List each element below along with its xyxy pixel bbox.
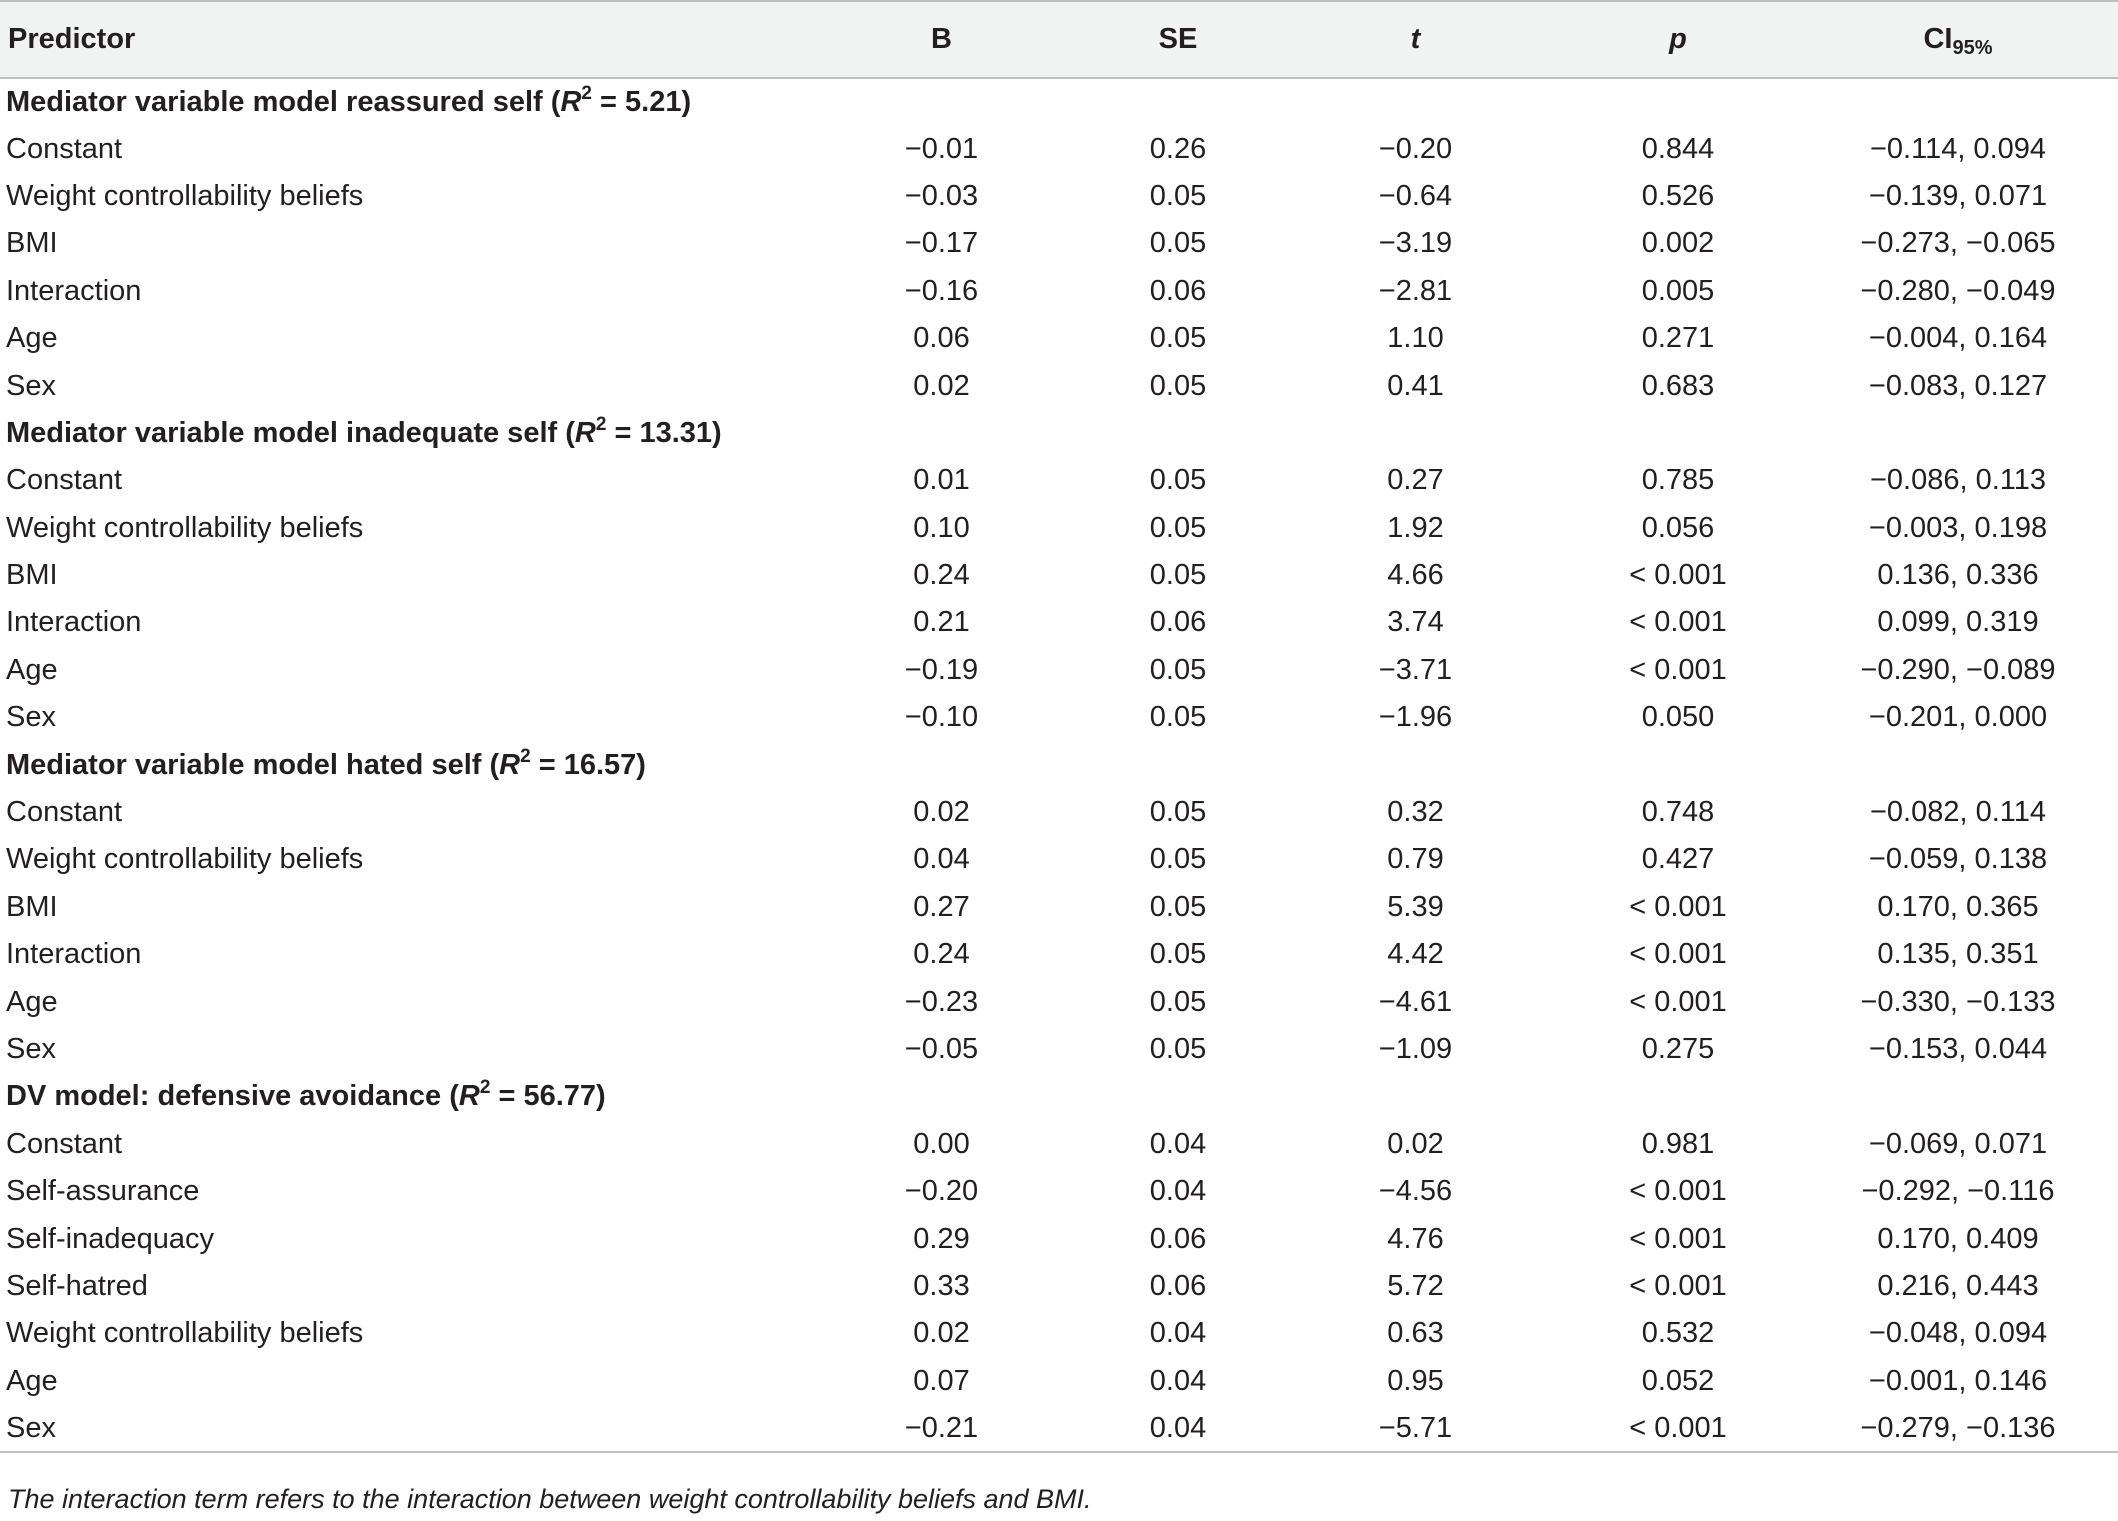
- cell-predictor: Self-inadequacy: [6, 1222, 214, 1255]
- table-footnote: The interaction term refers to the interaction between weight controllability beliefs and BMI.: [8, 1484, 1092, 1514]
- cell-ci: −0.279, −0.136: [1798, 1405, 2118, 1452]
- table-header: [0, 1, 2118, 78]
- section-title-prefix: Mediator variable model inadequate self (: [6, 416, 575, 449]
- table-row: [0, 362, 2118, 409]
- header-t: t: [1273, 1, 1558, 78]
- cell-t: 0.32: [1387, 796, 1444, 829]
- header-b: B: [800, 1, 1083, 78]
- table-row: [0, 1215, 2118, 1262]
- table-row: [0, 457, 2118, 504]
- section-title: [0, 78, 2118, 125]
- cell-t: −4.56: [1378, 1175, 1453, 1208]
- table-row: [0, 884, 2118, 931]
- header-predictor: Predictor: [0, 1, 800, 78]
- cell-predictor: Age: [6, 653, 58, 686]
- cell-se: 0.06: [1149, 606, 1207, 639]
- cell-ci: 0.170, 0.365: [1877, 890, 2039, 923]
- table-row: [0, 1358, 2118, 1405]
- cell-se: 0.05: [1149, 843, 1207, 876]
- cell-b: −0.20: [904, 1175, 979, 1208]
- cell-t: 1.10: [1387, 322, 1444, 355]
- cell-p: < 0.001: [1629, 606, 1727, 639]
- cell-t: 0.41: [1387, 369, 1444, 402]
- cell-se: 0.05: [1149, 938, 1207, 971]
- cell-ci: −0.083, 0.127: [1868, 369, 2048, 402]
- cell-ci: −0.290, −0.089: [1860, 653, 2056, 686]
- cell-b: 0.02: [913, 796, 970, 829]
- section-title: [0, 410, 2118, 457]
- table-row: [0, 1026, 2118, 1073]
- cell-t: 4.76: [1387, 1222, 1444, 1255]
- table-body: [0, 78, 2118, 1452]
- cell-p: 0.526: [1641, 179, 1715, 212]
- cell-ci: −0.001, 0.146: [1868, 1364, 2048, 1397]
- cell-se: 0.05: [1149, 559, 1207, 592]
- cell-ci: −0.201, 0.000: [1868, 701, 2048, 734]
- cell-se: 0.05: [1149, 464, 1207, 497]
- section-title-suffix: = 16.57): [530, 748, 646, 781]
- cell-predictor: Sex: [6, 701, 56, 734]
- cell-predictor: Age: [6, 985, 58, 1018]
- cell-ci: −0.086, 0.113: [1869, 464, 2047, 497]
- cell-se: 0.05: [1149, 985, 1207, 1018]
- cell-predictor: Weight controllability beliefs: [6, 179, 364, 212]
- table-row: [0, 978, 2118, 1025]
- cell-predictor: Age: [6, 1364, 58, 1397]
- cell-ci: 0.170, 0.409: [1877, 1222, 2039, 1255]
- table-row: [0, 1263, 2118, 1310]
- cell-se: 0.05: [1149, 511, 1207, 544]
- cell-t: 0.02: [1387, 1127, 1444, 1160]
- section-title-superscript: 2: [479, 1077, 491, 1099]
- cell-predictor: Weight controllability beliefs: [6, 1317, 364, 1350]
- cell-p: 0.748: [1641, 796, 1715, 829]
- cell-predictor: Constant: [6, 464, 123, 497]
- cell-t: −5.71: [1273, 1405, 1558, 1452]
- cell-b: −0.16: [904, 274, 979, 307]
- cell-b: 0.04: [913, 843, 970, 876]
- cell-predictor: Interaction: [6, 938, 142, 971]
- cell-t: −0.64: [1378, 179, 1453, 212]
- header-se: SE: [1083, 1, 1273, 78]
- section-title-r: R: [499, 748, 521, 781]
- cell-predictor: Age: [6, 322, 58, 355]
- table-row: [0, 173, 2118, 220]
- cell-p: < 0.001: [1629, 1175, 1727, 1208]
- cell-t: 4.42: [1387, 938, 1444, 971]
- cell-se: 0.04: [1149, 1364, 1207, 1397]
- cell-t: 5.72: [1387, 1269, 1444, 1302]
- cell-t: −1.09: [1378, 1033, 1453, 1065]
- header-ci-label: CI: [1923, 23, 1953, 55]
- cell-predictor: Weight controllability beliefs: [6, 843, 364, 876]
- table-row: [0, 505, 2118, 552]
- cell-b: 0.10: [913, 511, 970, 544]
- cell-p: 0.532: [1641, 1317, 1715, 1350]
- header-ci-subscript: 95%: [1952, 37, 1993, 59]
- section-title-superscript: 2: [595, 413, 607, 435]
- cell-se: 0.05: [1149, 227, 1207, 260]
- section-title-r: R: [574, 416, 596, 449]
- cell-ci: −0.003, 0.198: [1868, 511, 2048, 544]
- section-title-prefix: DV model: defensive avoidance (: [6, 1080, 459, 1113]
- cell-b: −0.21: [800, 1405, 1083, 1452]
- table-row: [0, 220, 2118, 267]
- cell-b: −0.17: [904, 227, 979, 260]
- section-header-row: [0, 741, 2118, 788]
- cell-predictor: Sex: [6, 1033, 56, 1065]
- cell-ci: 0.216, 0.443: [1877, 1269, 2039, 1302]
- cell-predictor: BMI: [6, 559, 58, 592]
- cell-p: < 0.001: [1629, 1269, 1727, 1302]
- cell-se: 0.05: [1149, 322, 1207, 355]
- section-title-superscript: 2: [520, 745, 531, 767]
- cell-ci: −0.139, 0.071: [1868, 179, 2048, 212]
- cell-b: −0.19: [904, 653, 979, 686]
- cell-t: −0.20: [1378, 132, 1453, 165]
- table-row: [0, 694, 2118, 741]
- cell-se: 0.05: [1149, 653, 1207, 686]
- cell-p: 0.050: [1641, 701, 1715, 734]
- cell-p: < 0.001: [1629, 985, 1727, 1018]
- cell-predictor: Constant: [6, 796, 123, 829]
- cell-ci: −0.330, −0.133: [1860, 985, 2056, 1018]
- cell-p: 0.275: [1641, 1033, 1715, 1065]
- cell-p: 0.052: [1641, 1364, 1715, 1397]
- cell-se: 0.05: [1149, 1033, 1207, 1065]
- cell-predictor: Self-assurance: [6, 1175, 200, 1208]
- section-title-suffix: = 5.21): [591, 85, 692, 118]
- cell-t: −4.61: [1378, 985, 1453, 1018]
- table-row: [0, 599, 2118, 646]
- cell-b: 0.24: [913, 559, 970, 592]
- cell-p: 0.271: [1641, 322, 1715, 355]
- cell-se: 0.06: [1149, 1269, 1207, 1302]
- cell-predictor: Constant: [6, 132, 123, 165]
- cell-ci: −0.069, 0.071: [1868, 1127, 2048, 1160]
- cell-b: 0.29: [913, 1222, 970, 1255]
- cell-se: 0.05: [1149, 369, 1207, 402]
- cell-p: 0.844: [1641, 132, 1715, 165]
- cell-b: −0.10: [904, 701, 979, 734]
- cell-ci: −0.048, 0.094: [1868, 1317, 2048, 1350]
- cell-predictor: Sex: [6, 369, 56, 402]
- cell-t: 0.63: [1387, 1317, 1444, 1350]
- cell-p: 0.056: [1641, 511, 1715, 544]
- cell-b: −0.03: [904, 179, 979, 212]
- cell-ci: 0.136, 0.336: [1877, 559, 2039, 592]
- section-title-r: R: [560, 85, 582, 118]
- table-row: [0, 315, 2118, 362]
- cell-p: < 0.001: [1629, 1222, 1727, 1255]
- cell-b: 0.27: [913, 890, 970, 923]
- cell-ci: 0.135, 0.351: [1877, 938, 2039, 971]
- table-row: [0, 1310, 2118, 1357]
- section-title-superscript: 2: [581, 82, 592, 104]
- section-title-suffix: = 13.31): [606, 416, 722, 449]
- cell-ci: −0.114, 0.094: [1869, 132, 2047, 165]
- header-p: p: [1558, 1, 1798, 78]
- table-row: [0, 836, 2118, 883]
- table-row: [0, 268, 2118, 315]
- cell-se: 0.05: [1149, 796, 1207, 829]
- table-row: [0, 789, 2118, 836]
- cell-predictor: Weight controllability beliefs: [6, 511, 364, 544]
- cell-se: 0.26: [1149, 132, 1207, 165]
- cell-ci: 0.099, 0.319: [1877, 606, 2039, 639]
- cell-b: 0.21: [913, 606, 970, 639]
- cell-b: −0.23: [904, 985, 979, 1018]
- cell-predictor: BMI: [6, 227, 58, 260]
- section-title-prefix: Mediator variable model reassured self (: [6, 85, 561, 118]
- cell-t: −3.71: [1378, 653, 1453, 686]
- cell-predictor: Constant: [6, 1127, 123, 1160]
- cell-p: 0.427: [1641, 843, 1715, 876]
- table-row: [0, 1405, 2118, 1452]
- table-row: [0, 931, 2118, 978]
- cell-b: −0.01: [904, 132, 979, 165]
- cell-ci: −0.280, −0.049: [1860, 274, 2056, 307]
- cell-t: −2.81: [1378, 274, 1453, 307]
- cell-predictor: Sex: [0, 1405, 800, 1452]
- cell-b: 0.02: [913, 369, 970, 402]
- cell-p: < 0.001: [1558, 1405, 1798, 1452]
- cell-se: 0.05: [1149, 890, 1207, 923]
- cell-ci: −0.004, 0.164: [1868, 322, 2048, 355]
- header-ci: [1798, 1, 2118, 78]
- cell-p: 0.002: [1641, 227, 1715, 260]
- cell-ci: −0.059, 0.138: [1868, 843, 2048, 876]
- cell-t: 3.74: [1387, 606, 1444, 639]
- cell-se: 0.05: [1149, 701, 1207, 734]
- cell-predictor: Self-hatred: [6, 1269, 148, 1302]
- cell-t: 0.79: [1387, 843, 1444, 876]
- cell-b: 0.24: [913, 938, 970, 971]
- cell-b: −0.05: [904, 1033, 979, 1065]
- cell-t: −3.19: [1378, 227, 1453, 260]
- section-title-r: R: [458, 1080, 480, 1113]
- cell-t: 4.66: [1387, 559, 1444, 592]
- cell-se: 0.04: [1083, 1405, 1273, 1452]
- table-row: [0, 647, 2118, 694]
- section-header-row: [0, 410, 2118, 457]
- cell-t: 0.27: [1387, 464, 1444, 497]
- section-title-prefix: Mediator variable model hated self (: [6, 748, 500, 781]
- cell-se: 0.06: [1149, 1222, 1207, 1255]
- cell-b: 0.01: [913, 464, 970, 497]
- section-header-row: [0, 1073, 2118, 1120]
- table-row: [0, 125, 2118, 172]
- cell-b: 0.07: [913, 1364, 970, 1397]
- cell-b: 0.02: [913, 1317, 970, 1350]
- cell-p: 0.981: [1641, 1127, 1715, 1160]
- table-row: [0, 1121, 2118, 1168]
- cell-b: 0.33: [913, 1269, 970, 1302]
- cell-ci: −0.273, −0.065: [1860, 227, 2056, 260]
- cell-t: 0.95: [1387, 1364, 1444, 1397]
- cell-se: 0.04: [1149, 1317, 1207, 1350]
- cell-t: 5.39: [1387, 890, 1444, 923]
- cell-se: 0.04: [1149, 1175, 1207, 1208]
- cell-predictor: Interaction: [6, 606, 142, 639]
- cell-b: 0.06: [913, 322, 970, 355]
- cell-p: < 0.001: [1629, 938, 1727, 971]
- cell-predictor: Interaction: [6, 274, 142, 307]
- header-row: [0, 1, 2118, 78]
- section-title: [0, 741, 2118, 788]
- cell-ci: −0.153, 0.044: [1868, 1033, 2048, 1065]
- section-title: [0, 1073, 2118, 1120]
- cell-p: 0.683: [1641, 369, 1715, 402]
- section-header-row: [0, 78, 2118, 125]
- table-row: [0, 1168, 2118, 1215]
- cell-se: 0.04: [1149, 1127, 1207, 1160]
- cell-p: < 0.001: [1629, 559, 1727, 592]
- cell-b: 0.00: [913, 1127, 970, 1160]
- cell-p: < 0.001: [1629, 890, 1727, 923]
- cell-predictor: BMI: [6, 890, 58, 923]
- cell-se: 0.06: [1149, 274, 1207, 307]
- cell-p: < 0.001: [1629, 653, 1727, 686]
- cell-se: 0.05: [1149, 179, 1207, 212]
- cell-t: −1.96: [1378, 701, 1453, 734]
- cell-t: 1.92: [1387, 511, 1444, 544]
- cell-ci: −0.082, 0.114: [1869, 796, 2047, 829]
- section-title-suffix: = 56.77): [490, 1080, 606, 1113]
- cell-p: 0.785: [1641, 464, 1715, 497]
- cell-ci: −0.292, −0.116: [1861, 1175, 2055, 1208]
- cell-p: 0.005: [1641, 274, 1715, 307]
- table-row: [0, 552, 2118, 599]
